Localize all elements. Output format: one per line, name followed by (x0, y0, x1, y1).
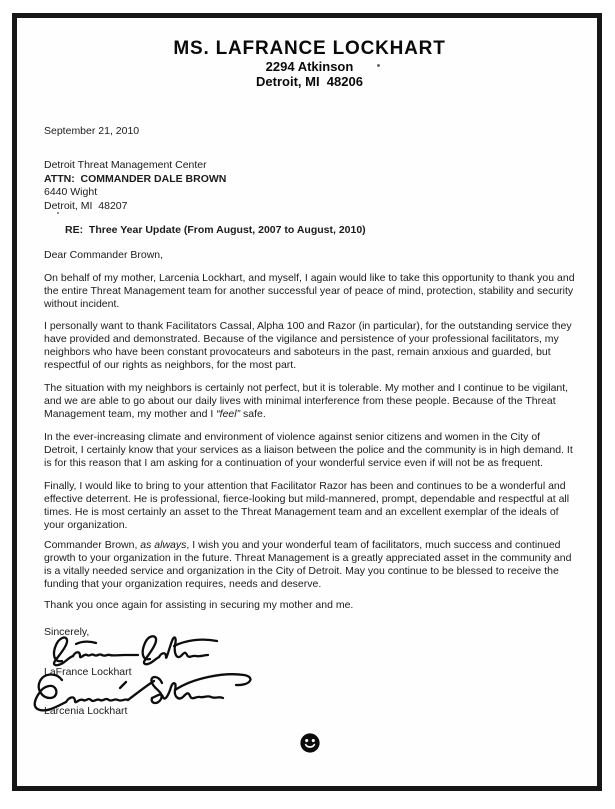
paragraph-6 (44, 539, 575, 591)
letterhead (44, 39, 575, 89)
smiley-face-icon (299, 732, 321, 754)
footer (44, 732, 575, 758)
letterhead-address: 2294 Atkinson (265, 59, 354, 74)
paragraph-6-text-end: , I wish you and your wonderful team of facilitators, much success and continued growth to your organization in the future. Threat Management is a greatly appreciated asset in the community and is a vitally needed service and organization in the City of Detroit. May you continue to be blessed to receive the funding that your organization requires, needs and deserve. (44, 539, 572, 590)
letterhead-city: Detroit, MI 48206 (256, 74, 363, 89)
recipient-block (44, 159, 575, 213)
signer2-name: Larcenia Lockhart (44, 705, 128, 717)
letterhead-name: MS. LAFRANCE LOCKHART (173, 38, 446, 59)
subject-line: RE: Three Year Update (From August, 2007 to August, 2010) (65, 224, 366, 236)
paragraph-3 (44, 382, 575, 421)
paragraph-5: Finally, I would like to bring to your attention that Facilitator Razor has been and continues to be a wonderful and effective deterrent. He is professional, fierce-looking but mild-mannered, prompt, dependable and respectful at all times. He is most certainly an asset to the Threat Management team and an excellent exemplar of the ideals of your organization. (44, 480, 570, 531)
paragraph-1: On behalf of my mother, Larcenia Lockhart, and myself, I again would like to take this opportunity to thank you and the entire Threat Management team for another successful year of peace of mind, protection, stability and security without incident. (44, 272, 575, 310)
paragraph-4: In the ever-increasing climate and environment of violence against senior citizens and women in the City of Detroit, I certainly know that your services as a liaison between the police and the community is in high demand. It is for this reason that I am asking for a continuation of your wonderful service even if will not be as frequent. (44, 431, 573, 469)
paragraph-3-italic-feel: “feel” (216, 408, 241, 420)
paragraph-3-text-end: safe. (240, 408, 266, 420)
signer1-name: LaFrance Lockhart (44, 666, 132, 678)
recipient-org: Detroit Threat Management Center (44, 159, 207, 171)
paragraph-3-text: The situation with my neighbors is certainly not perfect, but it is tolerable. My mother and I continue to be vigilant, and we are able to go about our daily lives with minimal interference from these people. Because of the Threat Management team, my mother and I (44, 382, 569, 420)
scan-border-frame (12, 13, 602, 791)
recipient-street: 6440 Wight (44, 186, 98, 198)
scan-speck (57, 212, 59, 214)
paragraph-6-text: Commander Brown, (44, 539, 141, 551)
paragraph-2: I personally want to thank Facilitators Cassal, Alpha 100 and Razor (in particular), for the outstanding service they have provided and demonstrated. Because of the vigilance and persistence of your professional facilitators, my neighbors who have been constant provocateurs and saboteurs in the past, remain anxious and guarded, but respectful of our rights as neighbors, for the most part. (44, 320, 572, 371)
valediction: Sincerely, (44, 626, 90, 638)
recipient-city: Detroit, MI 48207 (44, 199, 128, 212)
salutation: Dear Commander Brown, (44, 249, 164, 261)
paragraph-6-italic-as-always: as always (140, 539, 187, 551)
letter-page (17, 18, 597, 758)
paragraph-7: Thank you once again for assisting in securing my mother and me. (44, 599, 354, 611)
recipient-attn: ATTN: COMMANDER DALE BROWN (44, 172, 227, 185)
scan-speck (377, 64, 380, 67)
date-line: September 21, 2010 (44, 125, 140, 137)
